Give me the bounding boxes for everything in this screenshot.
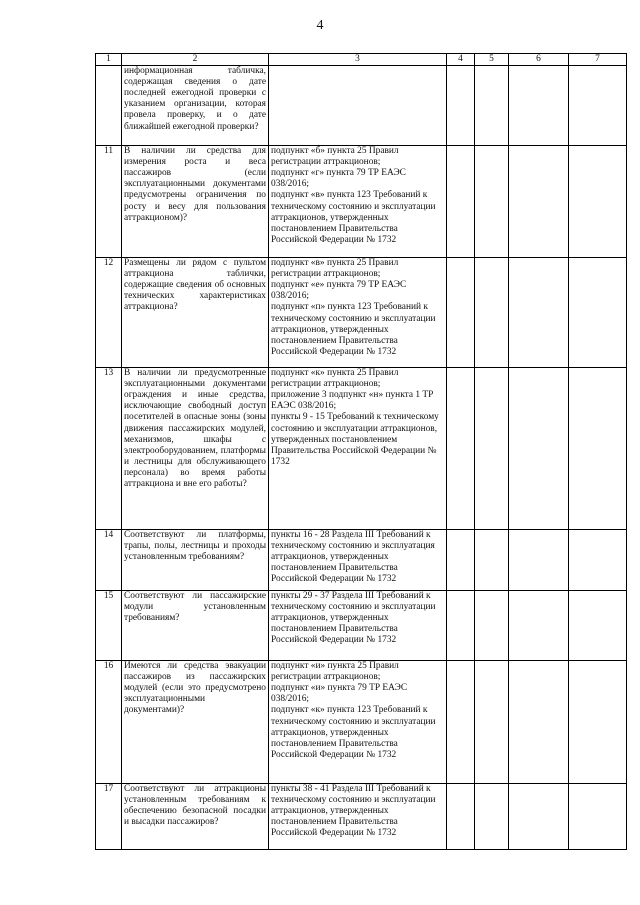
empty-cell: [475, 258, 509, 368]
basis-reference: пункты 38 - 41 Раздела III Требований к техническому состоянию и эксплуатации аттракционов, утвержденных постановлением Правительства Российской Федерации № 1732: [271, 784, 436, 839]
table-row: [96, 530, 627, 591]
empty-cell: [509, 146, 569, 258]
basis-reference: приложение 3 подпункт «н» пункта 1 ТР ЕАЭС 038/2016;: [271, 390, 434, 412]
row-question: Соответствуют ли платформы, трапы, полы, лестницы и проходы установленным требованиям?: [122, 530, 269, 591]
empty-cell: [475, 368, 509, 530]
column-header: 3: [269, 54, 447, 66]
table-row: [96, 258, 627, 368]
empty-cell: [447, 591, 475, 661]
empty-cell: [475, 530, 509, 591]
basis-reference: подпункт «е» пункта 79 ТР ЕАЭС 038/2016;: [271, 280, 407, 302]
empty-cell: [569, 258, 627, 368]
row-number: 13: [96, 368, 122, 530]
row-question: Имеются ли средства эвакуации пассажиров из пассажирских модулей (если это предусмотрено эксплуатационными документами)?: [122, 661, 269, 784]
table-row: [96, 368, 627, 530]
column-header: 2: [122, 54, 269, 66]
basis-reference: подпункт «и» пункта 25 Правил регистрации аттракционов;: [271, 661, 399, 683]
empty-cell: [509, 368, 569, 530]
row-basis: [269, 146, 447, 258]
row-question: Соответствуют ли пассажирские модули установленным требованиям?: [122, 591, 269, 661]
header-row: [96, 54, 627, 66]
checklist-table: [95, 53, 627, 850]
empty-cell: [447, 661, 475, 784]
row-basis: [269, 368, 447, 530]
column-header: 6: [509, 54, 569, 66]
row-basis: [269, 66, 447, 146]
empty-cell: [475, 591, 509, 661]
basis-reference: подпункт «к» пункта 25 Правил регистрации аттракционов;: [271, 368, 399, 390]
empty-cell: [569, 784, 627, 850]
empty-cell: [509, 661, 569, 784]
basis-reference: пункты 29 - 37 Раздела III Требований к техническому состоянию и эксплуатации аттракционов, утвержденных постановлением Правительства Российской Федерации № 1732: [271, 591, 436, 646]
column-header: 1: [96, 54, 122, 66]
empty-cell: [447, 368, 475, 530]
table-row: [96, 591, 627, 661]
row-number: 12: [96, 258, 122, 368]
row-question: информационная табличка, содержащая сведения о дате последней ежегодной проверки с указанием организации, которая провела проверку, и о дате ближайшей ежегодной проверки?: [122, 66, 269, 146]
empty-cell: [475, 661, 509, 784]
row-number: 15: [96, 591, 122, 661]
basis-reference: подпункт «г» пункта 79 ТР ЕАЭС 038/2016;: [271, 168, 406, 190]
column-header: 7: [569, 54, 627, 66]
basis-reference: подпункт «к» пункта 123 Требований к техническому состоянию и эксплуатации аттракционов, утвержденных постановлением Правительства Российской Федерации № 1732: [271, 705, 436, 760]
empty-cell: [447, 784, 475, 850]
row-basis: [269, 661, 447, 784]
row-question: В наличии ли средства для измерения роста и веса пассажиров (если эксплуатационными документами предусмотрены ограничения по росту и весу для пользования аттракционом)?: [122, 146, 269, 258]
column-header: 5: [475, 54, 509, 66]
empty-cell: [509, 591, 569, 661]
row-number: 17: [96, 784, 122, 850]
basis-reference: подпункт «п» пункта 123 Требований к техническому состоянию и эксплуатации аттракционов, утвержденных постановлением Правительства Российской Федерации № 1732: [271, 302, 436, 357]
basis-reference: подпункт «в» пункта 123 Требований к техническому состоянию и эксплуатации аттракционов, утвержденных постановлением Правительства Российской Федерации № 1732: [271, 190, 436, 245]
table-row: [96, 146, 627, 258]
empty-cell: [569, 368, 627, 530]
empty-cell: [509, 66, 569, 146]
row-basis: [269, 530, 447, 591]
row-question: В наличии ли предусмотренные эксплуатационными документами ограждения и иные средства, исключающие свободный доступ посетителей в опасные зоны (зоны движения пассажирских модулей, механизмов, шкафы с электрооборудованием, платформы и лестницы для обслуживающего персонала) во время работы аттракциона и вне его работы?: [122, 368, 269, 530]
row-basis: [269, 591, 447, 661]
table-row: [96, 661, 627, 784]
basis-reference: подпункт «в» пункта 25 Правил регистрации аттракционов;: [271, 258, 399, 280]
empty-cell: [569, 146, 627, 258]
empty-cell: [569, 66, 627, 146]
table-row: [96, 784, 627, 850]
empty-cell: [447, 258, 475, 368]
empty-cell: [447, 530, 475, 591]
row-question: Размещены ли рядом с пультом аттракциона таблички, содержащие сведения об основных технических характеристиках аттракциона?: [122, 258, 269, 368]
empty-cell: [509, 784, 569, 850]
row-basis: [269, 784, 447, 850]
empty-cell: [447, 66, 475, 146]
empty-cell: [447, 146, 475, 258]
basis-reference: подпункт «и» пункта 79 ТР ЕАЭС 038/2016;: [271, 683, 408, 705]
basis-reference: подпункт «б» пункта 25 Правил регистрации аттракционов;: [271, 146, 399, 168]
empty-cell: [569, 530, 627, 591]
basis-reference: пункты 9 - 15 Требований к техническому состоянию и эксплуатации аттракционов, утвержденных постановлением Правительства Российской Федерации № 1732: [271, 412, 439, 467]
empty-cell: [475, 146, 509, 258]
empty-cell: [475, 784, 509, 850]
basis-reference: пункты 16 - 28 Раздела III Требований к техническому состоянию и эксплуатация аттракционов, утвержденных постановлением Правительства Российской Федерации № 1732: [271, 530, 435, 585]
row-number: 14: [96, 530, 122, 591]
table-body: [96, 66, 627, 850]
row-number: 16: [96, 661, 122, 784]
empty-cell: [509, 530, 569, 591]
empty-cell: [509, 258, 569, 368]
column-header: 4: [447, 54, 475, 66]
row-number: [96, 66, 122, 146]
empty-cell: [569, 661, 627, 784]
page-number: 4: [316, 18, 324, 33]
empty-cell: [475, 66, 509, 146]
table-row: [96, 66, 627, 146]
row-number: 11: [96, 146, 122, 258]
empty-cell: [569, 591, 627, 661]
row-basis: [269, 258, 447, 368]
row-question: Соответствуют ли аттракционы установленным требованиям к обеспечению безопасной посадки и высадки пассажиров?: [122, 784, 269, 850]
